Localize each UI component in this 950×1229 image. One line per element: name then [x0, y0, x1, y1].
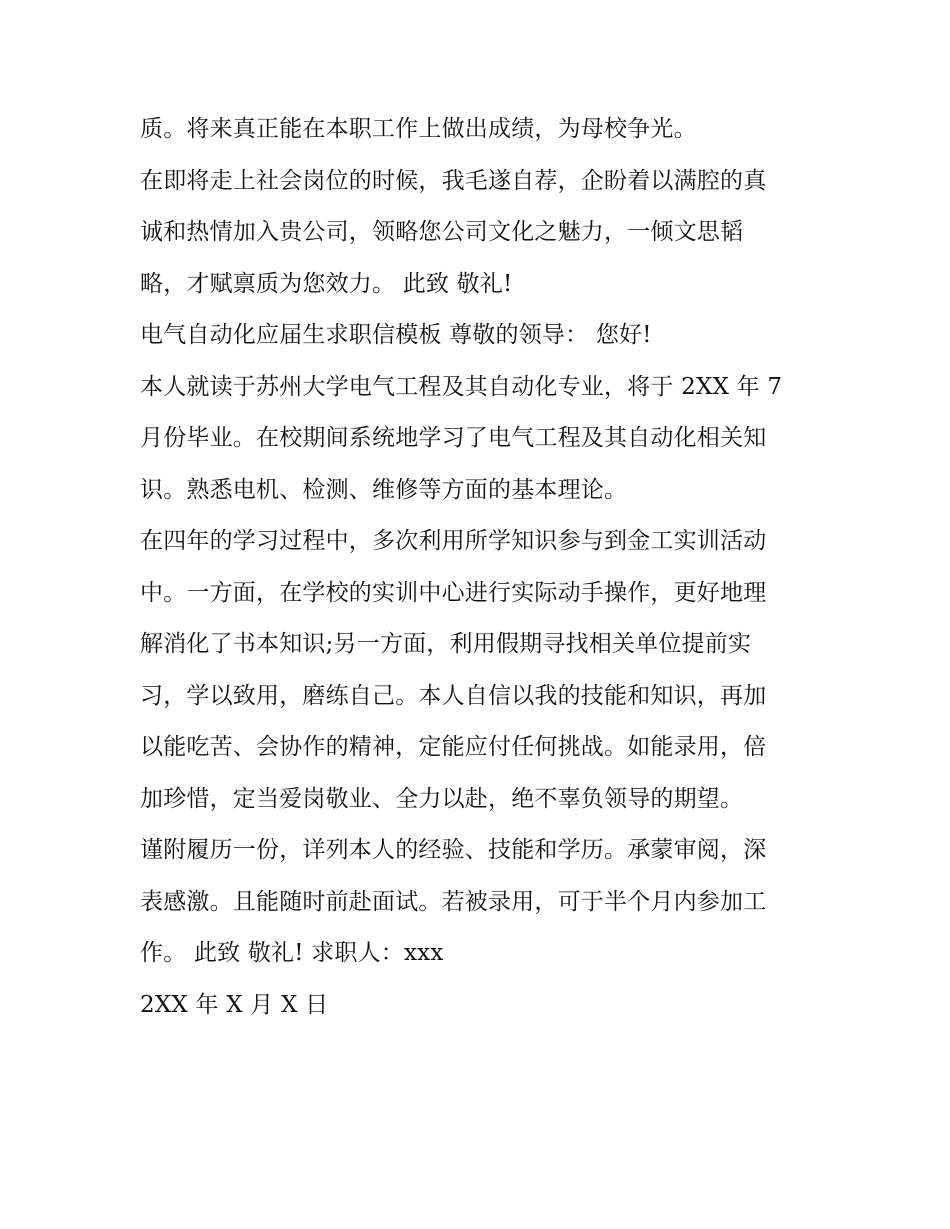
signature-line: 作。 此致 敬礼! 求职人：xxx — [140, 940, 444, 966]
text-line: 质。将来真正能在本职工作上做出成绩，为母校争光。 — [140, 116, 697, 142]
text-line: 中。一方面，在学校的实训中心进行实际动手操作，更好地理 — [140, 579, 767, 606]
text-line: 解消化了书本知识;另一方面，利用假期寻找相关单位提前实 — [140, 631, 752, 657]
text-line: 谨附履历一份，详列本人的经验、技能和学历。承蒙审阅，深 — [140, 837, 767, 863]
text-line: 略，才赋禀质为您效力。 此致 敬礼! — [140, 270, 513, 297]
text-line: 以能吃苦、会协作的精神，定能应付任何挑战。如能录用，倍 — [140, 734, 767, 760]
letter-body — [140, 104, 820, 1031]
text-line: 在四年的学习过程中，多次利用所学知识参与到金工实训活动 — [140, 528, 767, 554]
text-line: 加珍惜，定当爱岗敬业、全力以赴，绝不辜负领导的期望。 — [140, 785, 744, 812]
text-line: 识。熟悉电机、检测、维修等方面的基本理论。 — [140, 476, 628, 503]
text-line: 月份毕业。在校期间系统地学习了电气工程及其自动化相关知 — [140, 425, 767, 451]
letter-heading-line: 电气自动化应届生求职信模板 尊敬的领导： 您好! — [140, 322, 652, 348]
text-line: 在即将走上社会岗位的时候，我毛遂自荐，企盼着以满腔的真 — [140, 167, 767, 194]
text-line: 本人就读于苏州大学电气工程及其自动化专业，将于 2XX 年 7 — [140, 373, 783, 400]
text-line: 习，学以致用，磨练自己。本人自信以我的技能和知识，再加 — [140, 682, 767, 709]
text-line: 表感激。且能随时前赴面试。若被录用，可于半个月内参加工 — [140, 888, 767, 915]
date-line: 2XX 年 X 月 X 日 — [140, 991, 329, 1018]
text-line: 诚和热情加入贵公司，领略您公司文化之魅力，一倾文思韬 — [140, 219, 744, 245]
